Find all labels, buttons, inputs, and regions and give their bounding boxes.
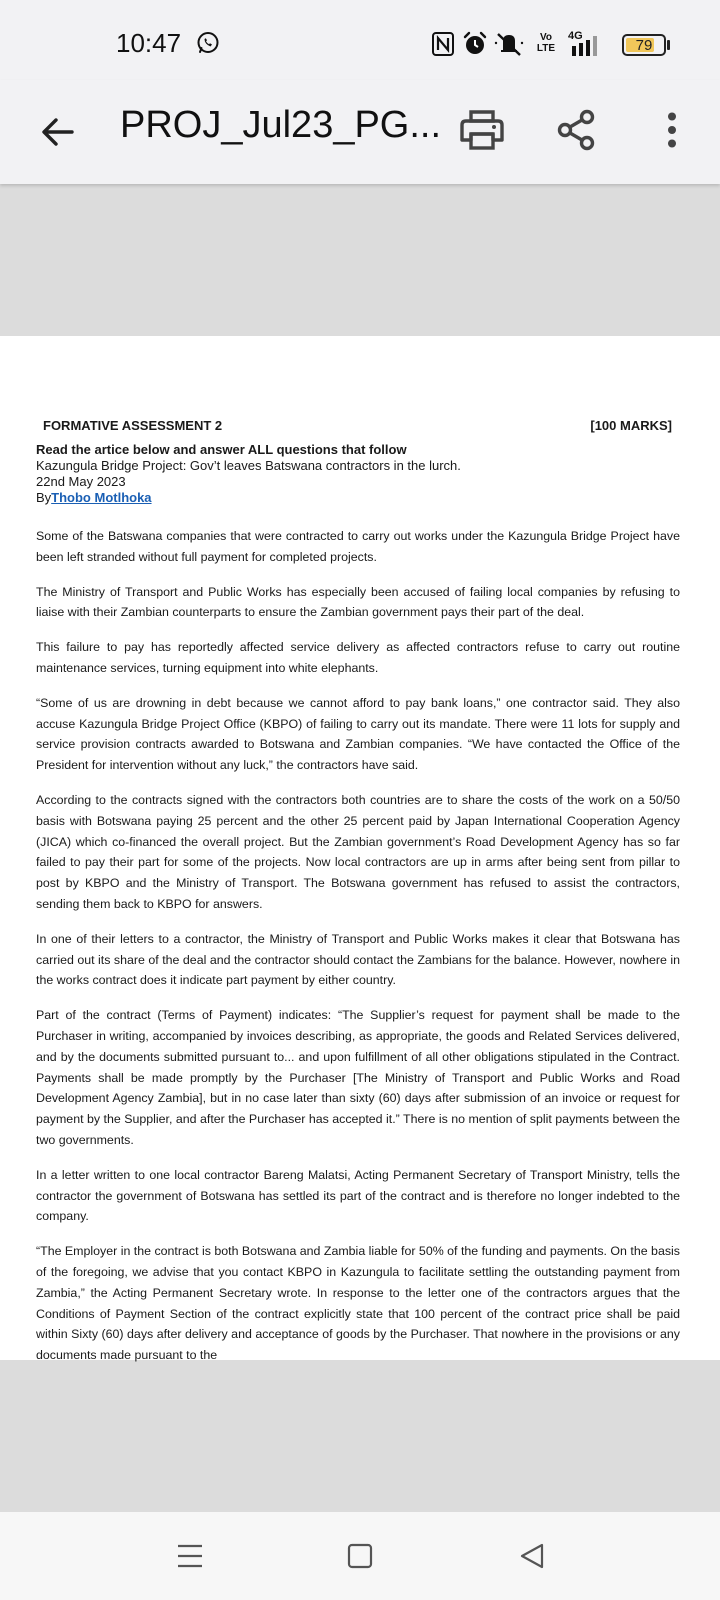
document-content <box>36 418 680 1366</box>
pdf-viewer[interactable] <box>0 184 720 1512</box>
assessment-title: FORMATIVE ASSESSMENT 2 <box>43 418 223 433</box>
alarm-icon <box>462 31 488 62</box>
share-icon <box>556 109 596 151</box>
article-headline: Kazungula Bridge Project: Gov’t leaves Batswana contractors in the lurch. <box>36 458 461 473</box>
more-options-button[interactable] <box>648 104 696 156</box>
navigation-bar <box>0 1512 720 1600</box>
article-paragraph: In one of their letters to a contractor, the Ministry of Transport and Public Works makes it clear that Botswana has carried out its share of the deal and the contractor should contact the Zambians for the balance. However, nowhere in the works contract does it indicate part payment by either country. <box>36 931 680 988</box>
print-button[interactable] <box>456 104 508 156</box>
menu-icon <box>176 1543 204 1569</box>
print-icon <box>460 110 504 150</box>
battery-tip <box>667 40 670 50</box>
pdf-page[interactable] <box>0 336 720 1363</box>
home-button[interactable] <box>340 1536 380 1576</box>
article-paragraph: “Some of us are drowning in debt because we cannot afford to pay bank loans,” one contractor said. They also accuse Kazungula Bridge Project Office (KBPO) of failing to carry out its mandate. There were 11 lots for supply and service provision contracts awarded to Botswana and Zambian companies. “We have contacted the Office of the President for intervention without any luck,” the contractors have said. <box>36 695 680 773</box>
byline <box>36 490 680 506</box>
article-paragraph: Part of the contract (Terms of Payment) indicates: “The Supplier’s request for payment shall be made to the Purchaser in writing, accompanied by invoices describing, as appropriate, the goods and Related Services delivered, and by the documents submitted pursuant to... and upon fulfillment of all other obligations stipulated in the Contract. Payments shall be made promptly by the Purchaser [The Ministry of Transport and Public Works and Road Development Agency Zambia], but in no case later than sixty (60) days after submission of an invoice or request for payment by the Supplier, and after the Purchaser has accepted it.” There is no mention of split payments between the two governments. <box>36 1008 680 1147</box>
back-triangle-icon <box>518 1542 546 1570</box>
home-square-icon <box>346 1542 374 1570</box>
article-paragraph: This failure to pay has reportedly affected service delivery as affected contractors refuse to carry out routine maintenance services, turning equipment into white elephants. <box>36 640 680 675</box>
marks-label: [100 MARKS] <box>590 418 672 433</box>
back-button[interactable] <box>34 108 82 156</box>
article-date: 22nd May 2023 <box>36 474 126 489</box>
article-paragraph: The Ministry of Transport and Public Works has especially been accused of failing local companies by refusing to liaise with their Zambian counterparts to ensure the Zambian government pays their part of the deal. <box>36 584 680 620</box>
whatsapp-icon <box>196 31 220 60</box>
arrow-left-icon <box>40 114 76 150</box>
signal-icon <box>570 36 602 61</box>
article-paragraph: “The Employer in the contract is both Botswana and Zambia liable for 50% of the funding and payments. On the basis of the foregoing, we advise that you contact KBPO in Kazungula to facilitate settling the outstanding payment from Zambia,” the Acting Permanent Secretary wrote. In response to the letter one of the contractors argues that the Conditions of Payment Section of the contract explicitly state that 100 percent of the contract price shall be paid within Sixty (60) days after delivery and acceptance of goods by the Purchaser. That nowhere in the provisions or any documents made pursuant to the <box>36 1244 680 1363</box>
status-time: 10:47 <box>116 28 182 58</box>
instruction: Read the artice below and answer ALL questions that follow <box>36 442 407 457</box>
recent-apps-button[interactable] <box>170 1536 210 1576</box>
battery-icon <box>622 34 666 56</box>
more-vertical-icon <box>666 112 678 148</box>
share-button[interactable] <box>552 104 600 156</box>
nfc-icon <box>432 32 454 61</box>
article-paragraph: Some of the Batswana companies that were contracted to carry out works under the Kazungula Bridge Project have been left stranded without full payment for completed projects. <box>36 529 680 564</box>
status-bar <box>0 0 720 80</box>
author-link[interactable]: Thobo Motlhoka <box>51 490 152 505</box>
byline-prefix: By <box>36 490 52 505</box>
battery-level: 79 <box>635 37 653 54</box>
article-paragraph: According to the contracts signed with the contractors both countries are to share the costs of the work on a 50/50 basis with Botswana paying 25 percent and the other 25 percent paid by Japan International Cooperation Agency (JICA) which co-financed the overall project. But the Zambian government’s Road Development Agency has so far failed to pay their part for some of the projects. Now local contractors are up in arms after being sent from pillar to post by KBPO and the Ministry of Transport. The Botswana government has refused to assist the contractors, sending them back to KBPO for answers. <box>36 792 680 911</box>
article-paragraph: In a letter written to one local contractor Bareng Malatsi, Acting Permanent Secretary of Transport Ministry, tells the contractor the government of Botswana has settled its part of the contract and is therefore no longer indebted to the company. <box>36 1167 680 1224</box>
document-header <box>36 418 680 433</box>
app-bar <box>0 80 720 184</box>
network-type-label: 4G <box>568 30 583 42</box>
back-nav-button[interactable] <box>512 1536 552 1576</box>
volte-icon: Vo LTE <box>536 32 556 54</box>
document-title: PROJ_Jul23_PG... <box>120 104 442 146</box>
mute-icon <box>494 31 524 62</box>
